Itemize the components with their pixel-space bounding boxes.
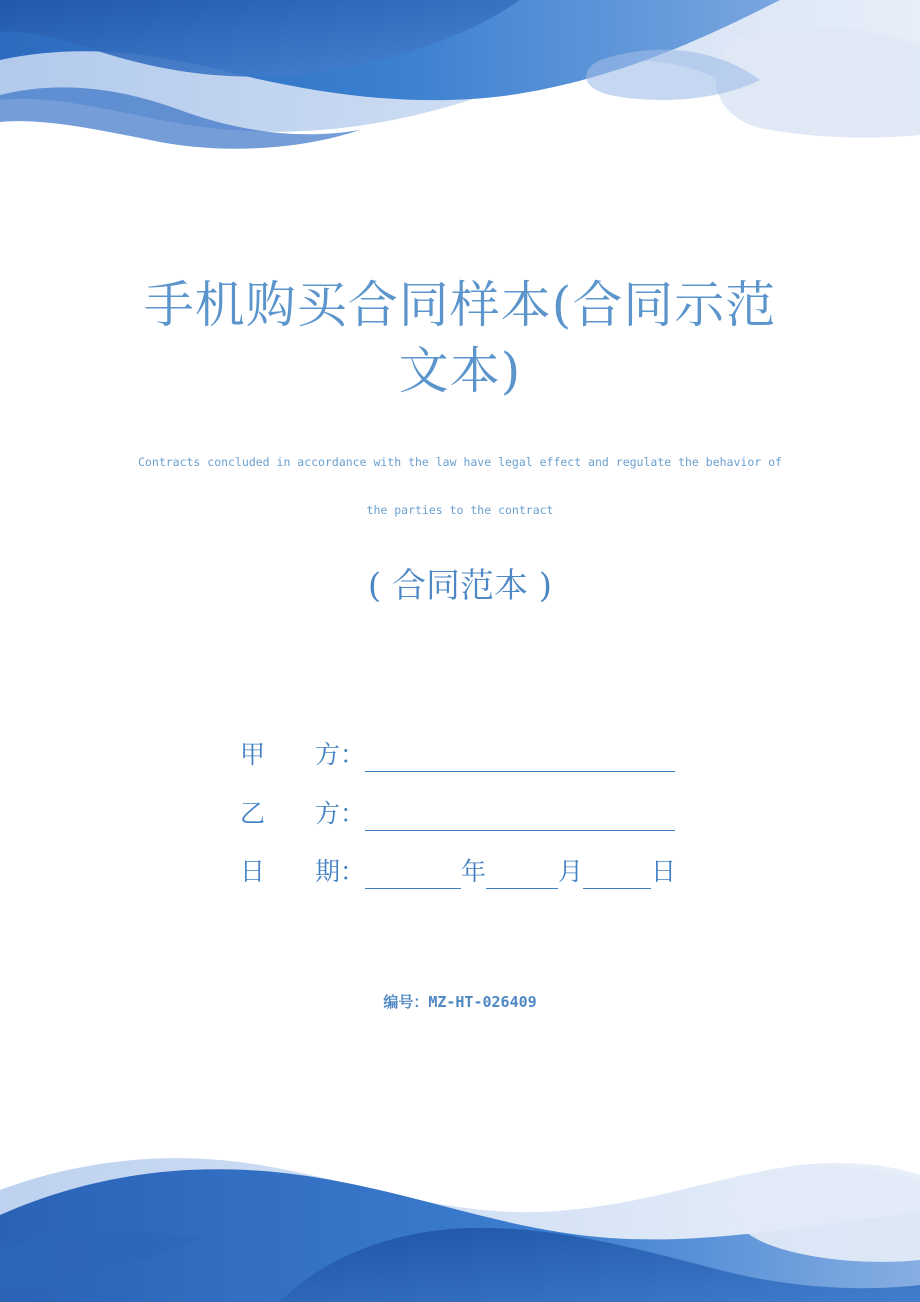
- subtitle-line-2: the parties to the contract: [366, 503, 554, 517]
- date-label: 日 期：: [240, 857, 366, 886]
- year-label: 年: [461, 857, 487, 886]
- serial-number: 编号：MZ-HT-026409: [383, 993, 537, 1011]
- sample-label: ( 合同范本 ): [367, 566, 553, 606]
- party-a-label: 甲 方：: [240, 740, 366, 769]
- month-blank-line[interactable]: [486, 858, 558, 889]
- title-line-1: 手机购买合同样本(合同示范: [143, 276, 777, 334]
- party-b-blank-line[interactable]: [365, 800, 675, 831]
- party-b-label: 乙 方：: [240, 799, 366, 828]
- party-a-blank-line[interactable]: [365, 741, 675, 772]
- subtitle-line-1: Contracts concluded in accordance with the law have legal effect and regulate the behavior of: [138, 455, 782, 469]
- top-wave-decoration: [0, 0, 920, 160]
- party-a-field: [240, 738, 675, 772]
- document-title: [60, 272, 860, 404]
- bottom-wave-decoration: [0, 1120, 920, 1302]
- party-b-field: [240, 797, 675, 831]
- title-line-2: 文本): [398, 342, 522, 400]
- day-label: 日: [651, 857, 677, 886]
- month-label: 月: [558, 857, 584, 886]
- day-blank-line[interactable]: [583, 858, 651, 889]
- date-field: [240, 855, 676, 889]
- year-blank-line[interactable]: [365, 858, 461, 889]
